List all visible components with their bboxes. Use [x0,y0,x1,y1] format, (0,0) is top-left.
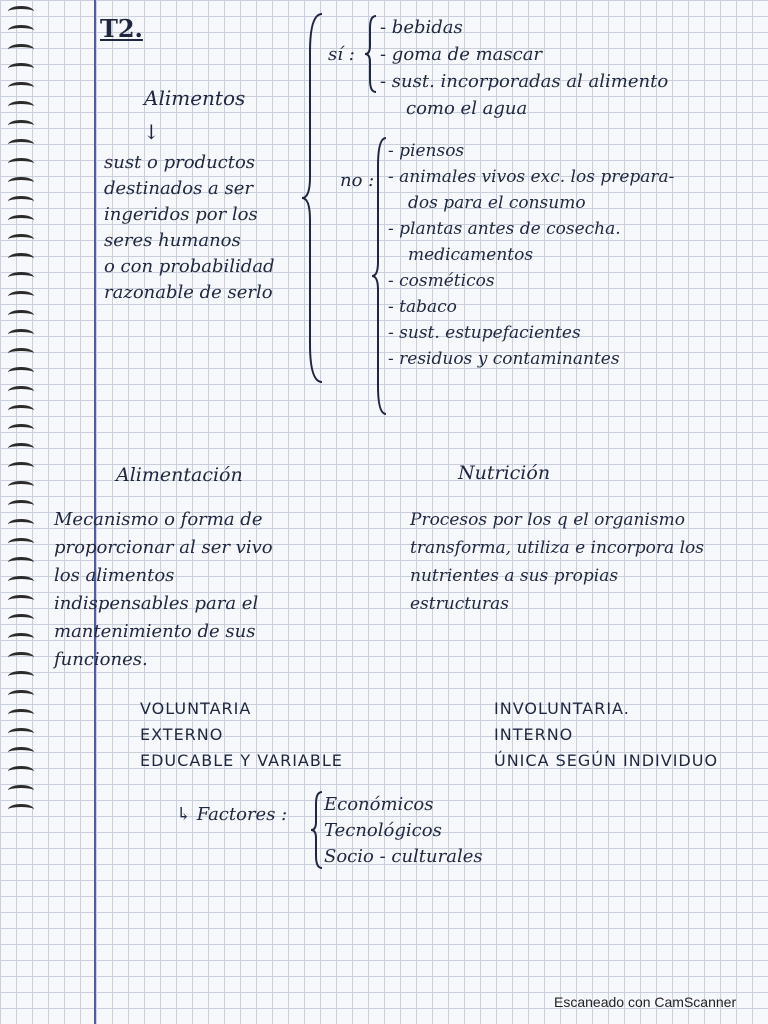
spiral-ring [8,63,34,74]
spiral-ring [8,405,34,416]
spiral-ring [8,709,34,720]
spiral-ring [8,747,34,758]
spiral-ring [8,25,34,36]
spiral-ring [8,82,34,93]
alimentos-definition: sust o productos destinados a ser ingeridos por los seres humanos o con probabilidad razonable de serlo [104,152,275,303]
spiral-ring [8,538,34,549]
spiral-ring [8,500,34,511]
spiral-ring [8,519,34,530]
nutricion-title: Nutrición [458,462,551,484]
spiral-ring [8,652,34,663]
big-brace [300,12,324,384]
spiral-ring [8,215,34,226]
nutricion-traits: INVOLUNTARIA. INTERNO ÚNICA SEGÚN INDIVIDUO [494,699,719,770]
no-label: no : [340,170,375,191]
si-brace [364,14,378,94]
spiral-ring [8,424,34,435]
factores-label: ↳ Factores : [176,804,288,825]
spiral-ring [8,367,34,378]
spiral-binding [0,0,40,1024]
alimentacion-title: Alimentación [116,464,243,486]
spiral-ring [8,443,34,454]
spiral-ring [8,481,34,492]
spiral-ring [8,671,34,682]
spiral-ring [8,6,34,17]
no-list: - piensos - animales vivos exc. los prepara- dos para el consumo - plantas antes de cosecha. medicamentos - cosméticos - tabaco - sust. estupefacientes - residuos y contaminantes [388,141,675,369]
alimentacion-definition: Mecanismo o forma de proporcionar al ser vivo los alimentos indispensables para el mantenimiento de sus funciones. [54,509,273,670]
spiral-ring [8,785,34,796]
arrow-down-icon: ↓ [143,120,160,144]
factores-list: Económicos Tecnológicos Socio - culturales [324,794,483,867]
spiral-ring [8,348,34,359]
spiral-ring [8,728,34,739]
spiral-ring [8,120,34,131]
spiral-ring [8,633,34,644]
spiral-ring [8,272,34,283]
spiral-ring [8,329,34,340]
spiral-ring [8,291,34,302]
spiral-ring [8,690,34,701]
spiral-ring [8,177,34,188]
spiral-ring [8,139,34,150]
spiral-ring [8,766,34,777]
spiral-ring [8,595,34,606]
spiral-ring [8,234,34,245]
nutricion-definition: Procesos por los q el organismo transforma, utiliza e incorpora los nutrientes a sus propias estructuras [410,510,704,614]
no-brace [370,136,388,416]
spiral-ring [8,253,34,264]
page-heading: T2. [100,14,143,43]
scanner-watermark: Escaneado con CamScanner [554,994,737,1010]
spiral-ring [8,196,34,207]
spiral-ring [8,576,34,587]
spiral-ring [8,804,34,815]
spiral-ring [8,462,34,473]
si-list: - bebidas - goma de mascar - sust. incorporadas al alimento como el agua [380,17,669,119]
spiral-ring [8,310,34,321]
si-label: sí : [328,44,355,65]
spiral-ring [8,101,34,112]
alimentacion-traits: VOLUNTARIA EXTERNO EDUCABLE Y VARIABLE [140,699,343,770]
spiral-ring [8,158,34,169]
spiral-ring [8,44,34,55]
factores-brace [310,790,324,870]
alimentos-title: Alimentos [144,86,246,110]
spiral-ring [8,614,34,625]
spiral-ring [8,386,34,397]
spiral-ring [8,557,34,568]
